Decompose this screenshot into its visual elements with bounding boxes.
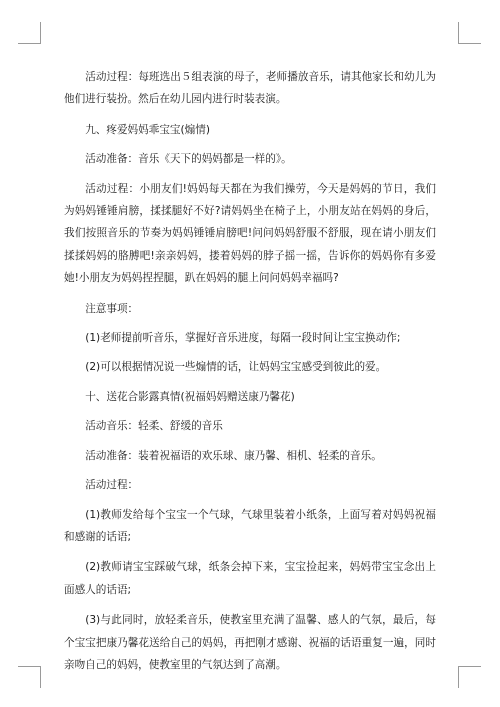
paragraph-activity-process-3: 活动过程： xyxy=(85,479,139,492)
paragraph-step-2: (2)教师请宝宝踩破气球，纸条会掉下来，宝宝捡起来，妈妈带宝宝念出上面感人的话语; xyxy=(64,561,436,596)
crop-mark-top-left-v xyxy=(40,22,41,44)
paragraph-step-3: (3)与此同时，放轻柔音乐，使教室里充满了温馨、感人的气氛，最后，每个宝宝把康乃馨花送给自己的妈妈，再把刚才感谢、祝福的话语重复一遍，同时亲吻自己的妈妈，使教室里的气氛达到了高潮。 xyxy=(64,614,436,671)
document-body xyxy=(64,66,436,684)
paragraph-note-2: (2)可以根据情况说一些煽情的话，让妈妈宝宝感受到彼此的爱。 xyxy=(85,361,387,374)
crop-mark-top-right-v xyxy=(458,22,459,44)
paragraph-activity-music: 活动音乐：轻柔、舒缓的音乐 xyxy=(85,420,223,433)
paragraph-activity-process-2: 活动过程：小朋友们!妈妈每天都在为我们操劳，今天是妈妈的节日，我们为妈妈锤锤肩膀，揉揉腿好不好?请妈妈坐在椅子上，小朋友站在妈妈的身后，我们按照音乐的节奏为妈妈锤锤肩膀吧!问问妈妈舒服不舒服，现在请小朋友们揉揉妈妈的胳膊吧!亲亲妈妈，搂着妈妈的脖子摇一摇，告诉你的妈妈你有多爱她!小朋友为妈妈捏捏腿，趴在妈妈的腿上问问妈妈幸福吗? xyxy=(64,182,436,285)
paragraph-activity-process-1: 活动过程：每班选出５组表演的母子，老师播放音乐，请其他家长和幼儿为他们进行装扮。然后在幼儿园内进行时装表演。 xyxy=(64,71,436,106)
crop-mark-top-left-h xyxy=(18,43,40,44)
paragraph-notes-heading: 注意事项： xyxy=(85,302,139,315)
crop-mark-bottom-right-h xyxy=(459,666,481,667)
crop-mark-bottom-left-v xyxy=(40,666,41,688)
paragraph-activity-prep-music: 活动准备：音乐《天下的妈妈都是一样的》。 xyxy=(85,153,292,166)
paragraph-activity-prep: 活动准备：装着祝福语的欢乐球、康乃馨、相机、轻柔的音乐。 xyxy=(85,449,382,462)
crop-mark-bottom-right-v xyxy=(458,666,459,688)
section-heading-10: 十、送花合影露真情(祝福妈妈赠送康乃馨花) xyxy=(85,390,295,403)
paragraph-note-1: (1)老师提前听音乐，掌握好音乐进度，每隔一段时间让宝宝换动作; xyxy=(85,332,401,345)
section-heading-9: 九、疼爱妈妈乖宝宝(煽情) xyxy=(85,123,210,136)
crop-mark-top-right-h xyxy=(459,43,481,44)
paragraph-step-1: (1)教师发给每个宝宝一个气球，气球里装着小纸条，上面写着对妈妈祝福和感谢的话语; xyxy=(64,508,436,543)
crop-mark-bottom-left-h xyxy=(18,666,40,667)
